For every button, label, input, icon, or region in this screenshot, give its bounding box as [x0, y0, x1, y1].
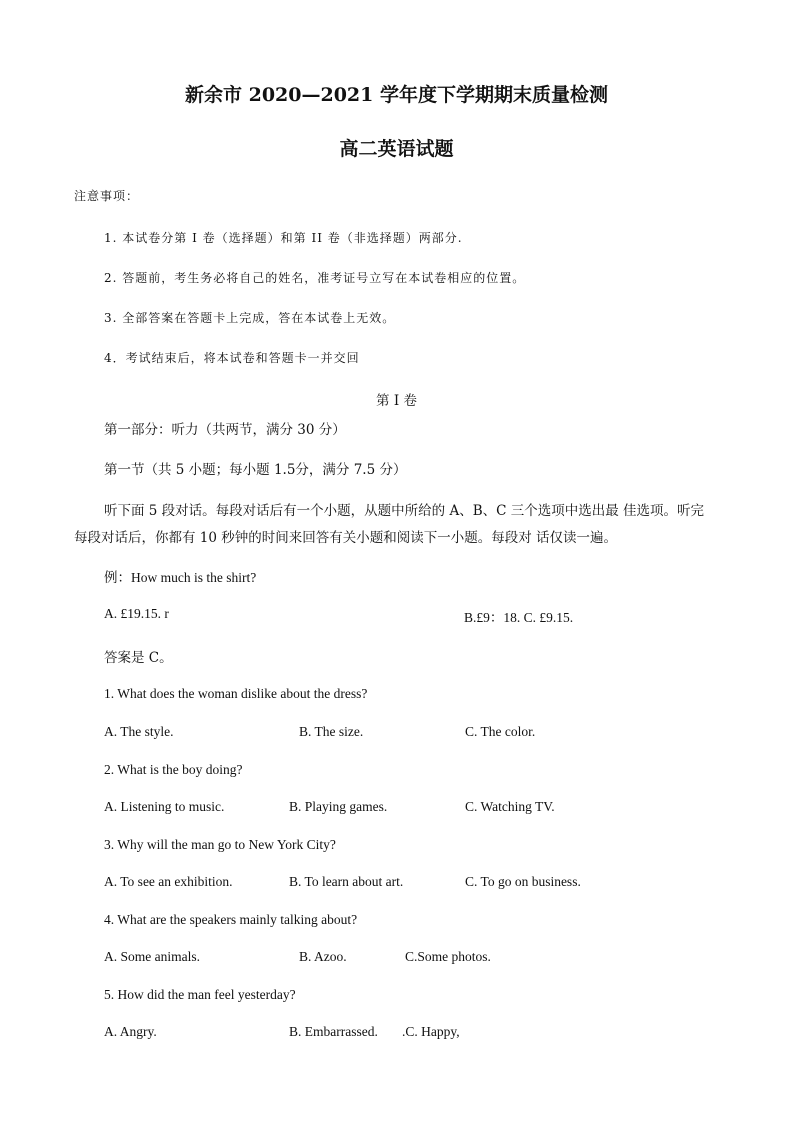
question-2-option-b: B. Playing games. — [289, 799, 388, 814]
note-item-2: 2. 答题前，考生务必将自己的姓名，准考证号立写在本试卷相应的位置。 — [104, 271, 526, 285]
part-heading: 第一部分：听力（共两节，满分 30 分） — [104, 422, 346, 438]
question-1-stem: 1. What does the woman dislike about the dress? — [104, 686, 368, 701]
question-3-option-c: C. To go on business. — [465, 874, 581, 889]
example-option-bc: B.£9：18. C. £9.15. — [464, 610, 574, 625]
question-2-option-c: C. Watching TV. — [465, 799, 555, 814]
question-4-stem: 4. What are the speakers mainly talking about? — [104, 912, 358, 927]
section-heading: 第一节（共 5 小题；每小题 1.5分，满分 7.5 分） — [104, 462, 407, 478]
note-item-3: 3. 全部答案在答题卡上完成，答在本试卷上无效。 — [104, 311, 396, 325]
question-3-option-b: B. To learn about art. — [289, 874, 404, 889]
question-1-option-c: C. The color. — [465, 724, 536, 739]
example-option-a: A. £19.15. r — [104, 606, 169, 621]
volume-heading: 第 I 卷 — [376, 393, 417, 409]
question-4-option-c: C.Some photos. — [405, 949, 491, 964]
question-1-option-b: B. The size. — [299, 724, 364, 739]
instruction-line-2: 每段对话后，你都有 10 秒钟的时间来回答有关小题和阅读下一小题。每段对 话仅读一遍。 — [74, 530, 618, 546]
example-answer: 答案是 C。 — [104, 650, 173, 666]
notes-heading: 注意事项： — [74, 189, 140, 203]
exam-subtitle: 高二英语试题 — [339, 138, 454, 160]
question-3-option-a: A. To see an exhibition. — [104, 874, 233, 889]
question-1-option-a: A. The style. — [104, 724, 174, 739]
example-question: 例：How much is the shirt? — [104, 570, 257, 585]
question-4-option-b: B. Azoo. — [299, 949, 347, 964]
question-2-stem: 2. What is the boy doing? — [104, 762, 243, 777]
instruction-line-1: 听下面 5 段对话。每段对话后有一个小题，从题中所给的 A、B、C 三个选项中选出最 佳选项。听完 — [104, 503, 705, 519]
question-4-option-a: A. Some animals. — [104, 949, 200, 964]
question-3-stem: 3. Why will the man go to New York City? — [104, 837, 336, 852]
note-item-4: 4．考试结束后，将本试卷和答题卡一并交回 — [104, 351, 360, 365]
question-5-option-b: B. Embarrassed. — [289, 1024, 378, 1039]
question-2-option-a: A. Listening to music. — [104, 799, 225, 814]
exam-title: 新余市 2020—2021 学年度下学期期末质量检测 — [185, 84, 608, 106]
note-item-1: 1. 本试卷分第 I 卷（选择题）和第 II 卷（非选择题）两部分. — [104, 231, 463, 245]
question-5-option-c: .C. Happy, — [402, 1024, 460, 1039]
question-5-stem: 5. How did the man feel yesterday? — [104, 987, 296, 1002]
question-5-option-a: A. Angry. — [104, 1024, 157, 1039]
